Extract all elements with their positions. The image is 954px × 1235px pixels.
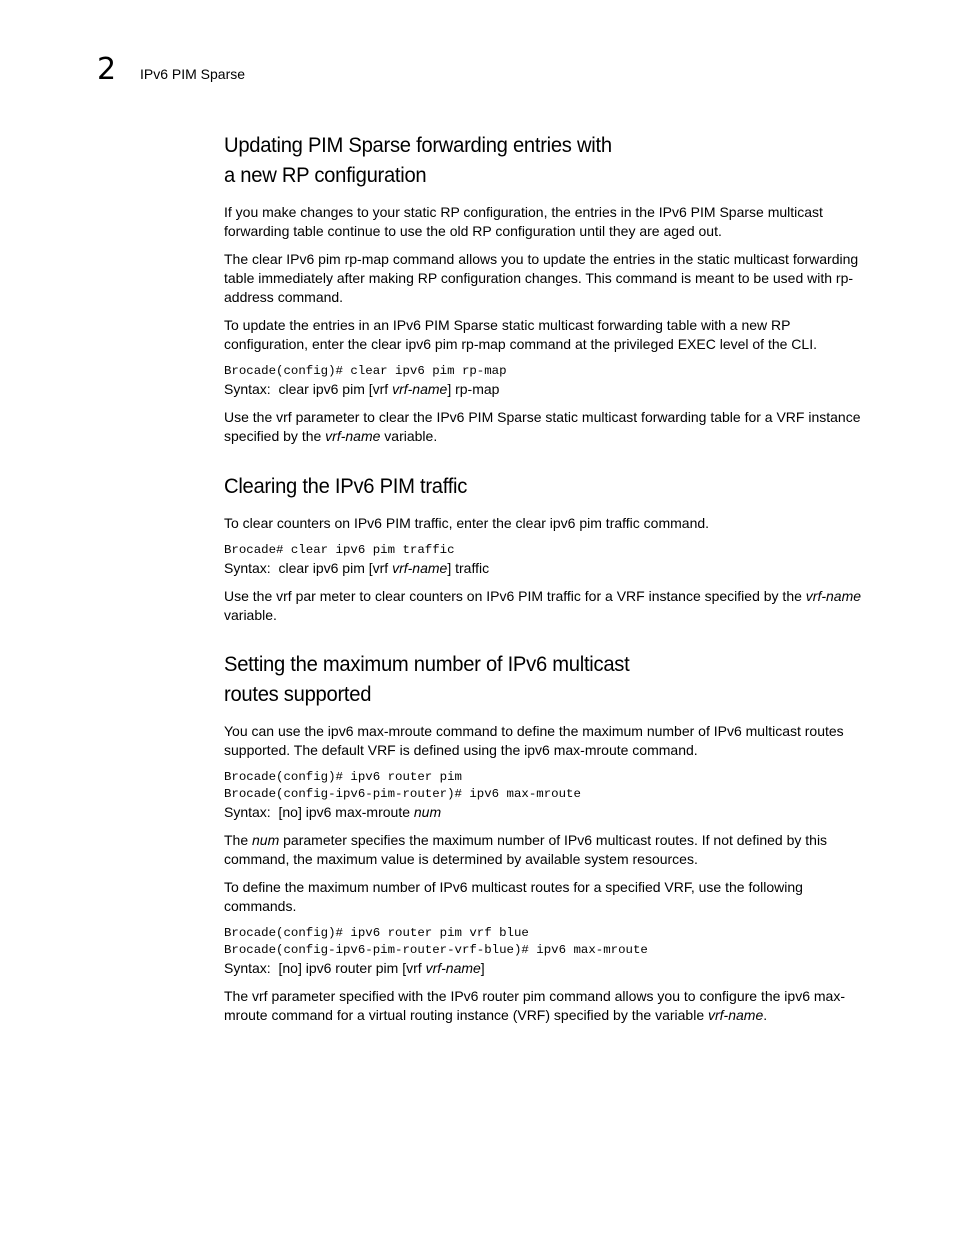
cli-line: Brocade(config-ipv6-pim-router)# ipv6 max-mroute xyxy=(224,787,581,801)
cli-example: Brocade# clear ipv6 pim traffic xyxy=(224,543,455,557)
page-content xyxy=(224,130,870,1025)
paragraph: To update the entries in an IPv6 PIM Sparse static multicast forwarding table with a new RP configuration, enter the clear ipv6 pim rp-map command at the privileged EXEC level of the CLI. xyxy=(224,317,817,352)
section-heading-clearing: Clearing the IPv6 PIM traffic xyxy=(224,474,468,498)
cli-line: Brocade(config)# ipv6 router pim vrf blue xyxy=(224,926,529,940)
chapter-number: 2 xyxy=(97,52,117,87)
cli-example xyxy=(224,925,870,959)
command-ref: rp-address xyxy=(224,270,854,305)
chapter-title: IPv6 PIM Sparse xyxy=(140,66,246,82)
cli-example xyxy=(224,769,870,803)
command-ref: clear ipv6 pim traffic xyxy=(515,515,640,531)
command-ref: ipv6 max-mroute xyxy=(327,723,433,739)
cli-example: Brocade(config)# clear ipv6 pim rp-map xyxy=(224,364,507,378)
command-ref: clear IPv6 pim rp-map xyxy=(252,251,389,267)
paragraph: Use the vrf par meter to clear counters on IPv6 PIM traffic for a VRF instance specified by the vrf-name variable. xyxy=(224,588,862,623)
paragraph: Use the vrf parameter to clear the IPv6 PIM Sparse static multicast forwarding table for a VRF instance specified by the vrf-name variable. xyxy=(224,409,861,444)
paragraph: To define the maximum number of IPv6 multicast routes for a specified VRF, use the following commands. xyxy=(224,879,803,914)
command-ref: ipv6 max-mroute xyxy=(524,742,629,758)
section-heading-updating xyxy=(224,130,831,190)
paragraph: You can use the ipv6 max-mroute command to define the maximum number of IPv6 multicast routes supported. The default VRF is defined using the ipv6 max-mroute command. xyxy=(224,723,844,758)
paragraph: The num parameter specifies the maximum number of IPv6 multicast routes. If not defined by this command, the maximum value is determined by available system resources. xyxy=(224,832,828,867)
section-heading-setting xyxy=(224,649,831,709)
cli-line: Brocade(config)# ipv6 router pim xyxy=(224,770,462,784)
heading-line: Setting the maximum number of IPv6 multicast xyxy=(224,652,630,676)
paragraph: The clear IPv6 pim rp-map command allows you to update the entries in the static multicast forwarding table immediately after making RP configuration changes. This command is meant to be used with rp-address command. xyxy=(224,251,859,305)
command-ref: clear ipv6 pim rp-map xyxy=(371,336,506,352)
syntax-line: Syntax: clear ipv6 pim [vrf vrf-name] traffic xyxy=(224,560,490,576)
syntax-line: Syntax: [no] ipv6 router pim [vrf vrf-name] xyxy=(224,960,485,976)
paragraph: If you make changes to your static RP configuration, the entries in the IPv6 PIM Sparse multicast forwarding table continue to use the old RP configuration until they are aged out. xyxy=(224,204,823,239)
syntax-line: Syntax: clear ipv6 pim [vrf vrf-name] rp-map xyxy=(224,381,500,397)
syntax-line: Syntax: [no] ipv6 max-mroute num xyxy=(224,804,442,820)
paragraph: The vrf parameter specified with the IPv6 router pim command allows you to configure the ipv6 max-mroute command for a virtual routing instance (VRF) specified by the variable vrf-name. xyxy=(224,988,845,1023)
heading-line: a new RP configuration xyxy=(224,163,427,187)
heading-line: Updating PIM Sparse forwarding entries with xyxy=(224,133,612,157)
heading-line: routes supported xyxy=(224,682,372,706)
cli-line: Brocade(config-ipv6-pim-router-vrf-blue)# ipv6 max-mroute xyxy=(224,943,648,957)
paragraph: To clear counters on IPv6 PIM traffic, enter the clear ipv6 pim traffic command. xyxy=(224,515,710,531)
